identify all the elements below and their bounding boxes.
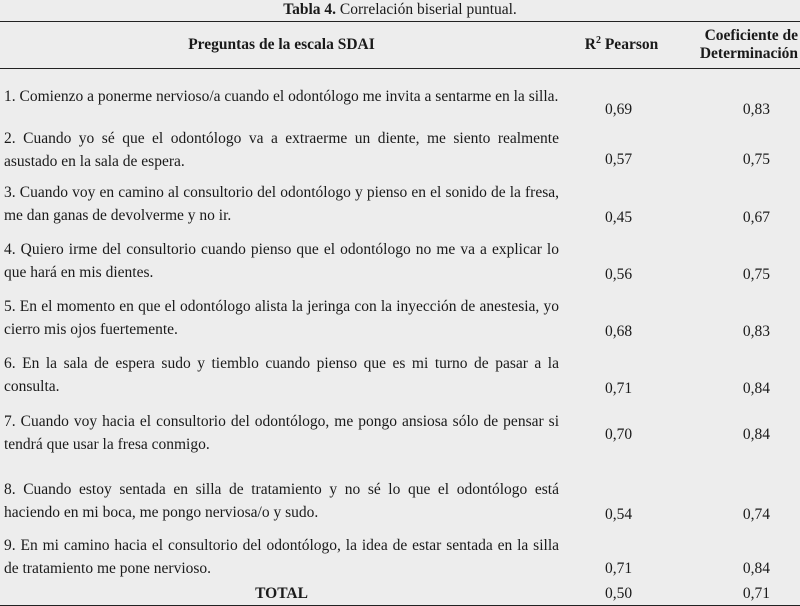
table-row [0,347,800,404]
question-cell: 4. Quiero irme del consultorio cuando pienso que el odontólogo no me va a explicar lo que hará en mis dientes. [4,241,559,281]
r2-cell: 0,70 [604,426,633,443]
coef-cell: 0,75 [742,150,770,168]
coef-cell: 0,75 [742,265,770,283]
table-row [0,125,800,175]
r2-cell: 0,71 [604,559,633,577]
r2-cell: 0,68 [604,322,633,340]
coef-cell: 0,84 [742,379,770,397]
total-row [0,584,800,606]
question-cell: 9. En mi camino hacia el consultorio del odontólogo, la idea de estar sentada en la silla de tratamiento me pone nervioso. [4,536,559,577]
table-row [0,69,800,125]
coef-cell: 0,74 [742,505,770,523]
caption-label: Tabla 4. [283,1,337,18]
table-caption [0,1,800,19]
coef-cell: 0,83 [742,322,770,340]
header-coefficient: Coeficiente de Determinación [680,22,800,69]
r2-cell: 0,56 [604,265,633,283]
coef-cell: 0,83 [742,100,770,118]
question-cell: 2. Cuando yo sé que el odontólogo va a extraerme un diente, me siento realmente asustado en la sala de espera. [4,129,559,170]
total-coef: 0,71 [680,584,800,606]
r2-cell: 0,54 [604,505,633,523]
question-cell: 8. Cuando estoy sentada en silla de tratamiento y no sé lo que el odontólogo está haciendo en mi boca, me pongo nerviosa/o y sudo. [4,480,559,521]
question-cell: 5. En el momento en que el odontólogo alista la jeringa con la inyección de anestesia, yo cierro mis ojos fuertemente. [4,298,559,338]
coef-cell: 0,67 [742,208,770,226]
caption-text: Correlación biserial puntual. [339,1,517,18]
r2-cell: 0,45 [604,208,633,226]
r2-cell: 0,71 [604,379,633,397]
r2-cell: 0,57 [604,150,633,168]
coef-cell: 0,84 [742,426,770,443]
question-cell: 1. Comienzo a ponerme nervioso/a cuando el odontólogo me invita a sentarme en la silla. [4,88,559,106]
coef-cell: 0,84 [742,559,770,577]
header-r2-pearson: $R^2$ Pearson [563,22,680,69]
header-questions: Preguntas de la escala SDAI [0,22,563,69]
total-r2: 0,50 [563,584,680,606]
correlation-table [0,21,800,606]
question-cell: 7. Cuando voy hacia el consultorio del odontólogo, me pongo ansiosa sólo de pensar si tendrá que usar la fresa conmigo. [4,412,559,453]
table-row [0,233,800,290]
table-row [0,290,800,347]
table-row [0,530,800,584]
question-cell: 3. Cuando voy en camino al consultorio del odontólogo y pienso en el sonido de la fresa, me dan ganas de devolverme y no ir. [4,183,559,224]
r2-cell: 0,69 [604,100,633,118]
table-row [0,175,800,233]
question-cell: 6. En la sala de espera sudo y tiemblo cuando pienso que es mi turno de pasar a la consulta. [4,355,559,395]
header-row [0,22,800,69]
total-label: TOTAL [0,584,563,606]
table-row [0,404,800,466]
table-row [0,466,800,530]
